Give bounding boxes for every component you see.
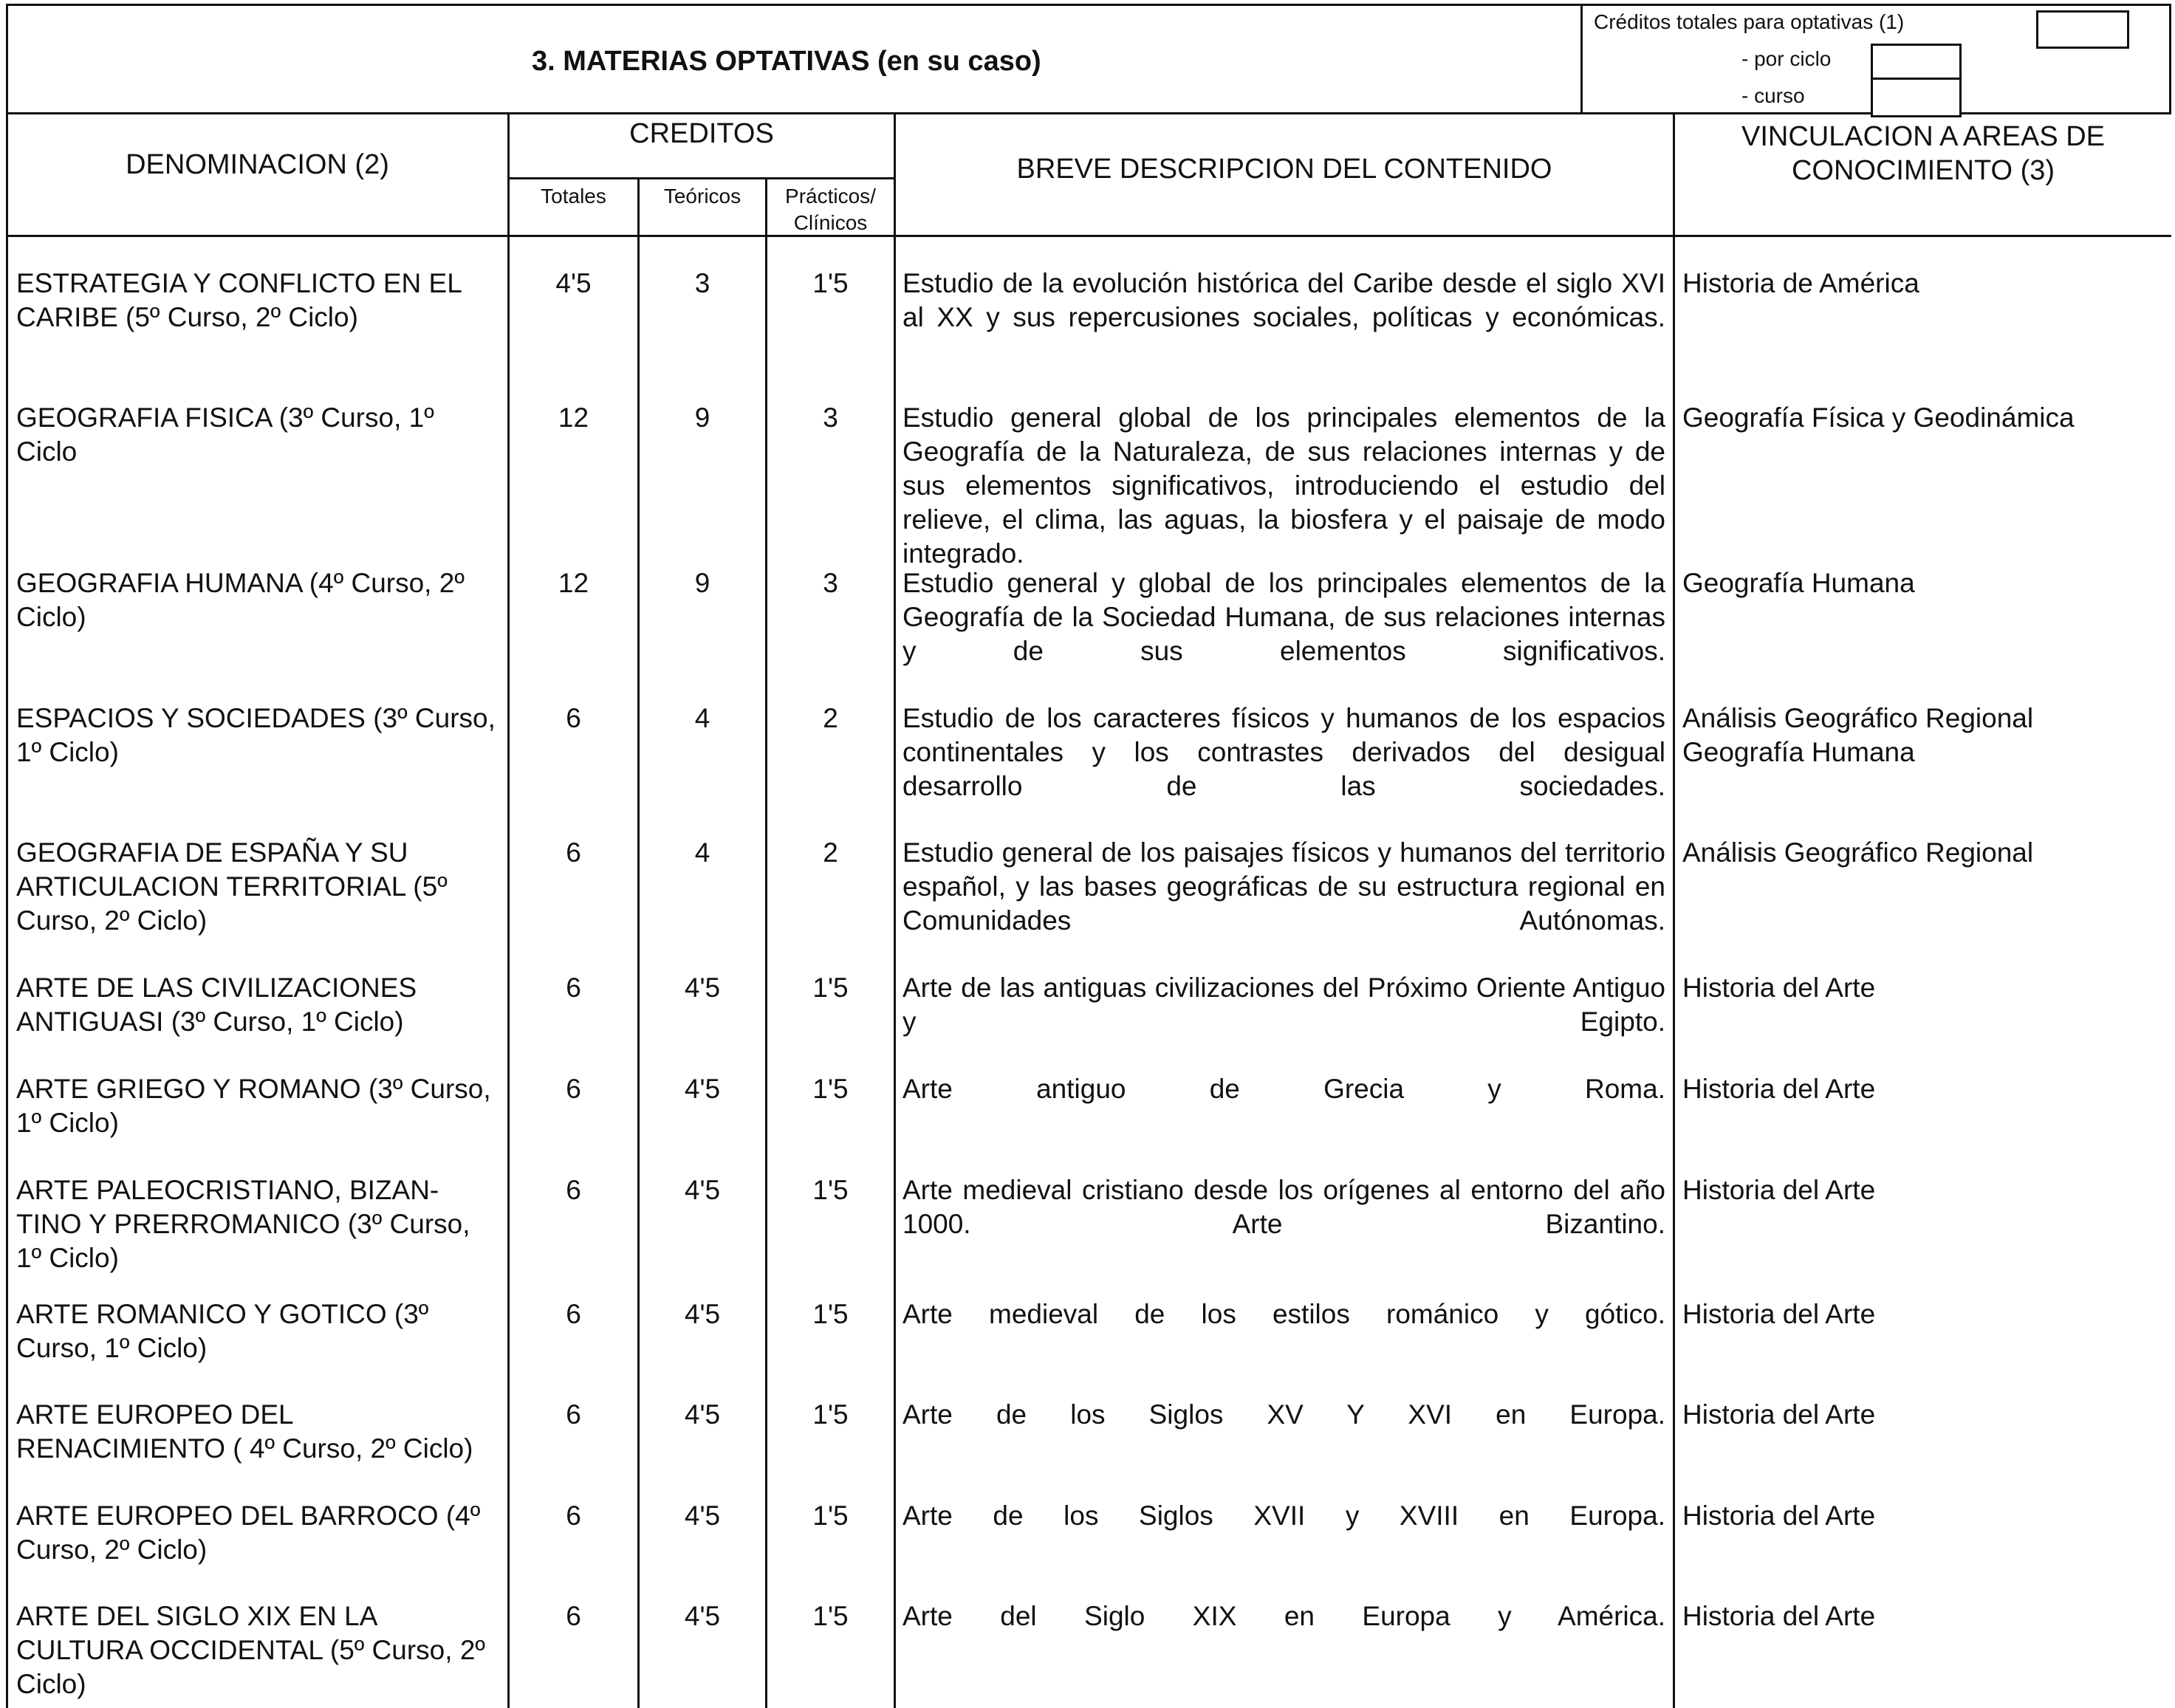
row-creditos-totales: 12 [558, 568, 589, 598]
row-area: Geografía Humana [1682, 568, 1915, 598]
row-denominacion: ESTRATEGIA Y CONFLICTO EN EL CARIBE (5º Curso, 2º Ciclo) [16, 268, 462, 332]
col-divider-4 [894, 112, 896, 1708]
row-creditos-totales: 6 [566, 1299, 581, 1329]
per-cycle-input[interactable] [1871, 44, 1962, 81]
row-descripcion: Estudio general global de los principales elementos de la Geografía de la Naturaleza, de sus relaciones internas y de sus elementos significativos, introduciendo el estudio del relieve, el clima, las aguas, la biosfera y el paisaje de modo integrado. [902, 402, 1665, 569]
row-descripcion: Arte del Siglo XIX en Europa y América. [902, 1601, 1665, 1631]
row-denominacion: ARTE EUROPEO DEL BARROCO (4º Curso, 2º Ciclo) [16, 1500, 481, 1565]
credits-total-label: Créditos totales para optativas (1) [1594, 10, 1905, 33]
col-header-teoricos: Teóricos [663, 185, 741, 208]
row-area: Historia del Arte [1682, 1500, 1876, 1531]
row-denominacion: ARTE DE LAS CIVILIZACIONES ANTIGUASI (3º Curso, 1º Ciclo) [16, 973, 417, 1037]
row-creditos-totales: 6 [566, 703, 581, 733]
row-creditos-totales: 6 [566, 1074, 581, 1104]
row-denominacion: ARTE EUROPEO DEL RENACIMIENTO ( 4º Curso, 2º Ciclo) [16, 1399, 473, 1464]
header-bottom-line [6, 112, 2171, 114]
row-creditos-practicos: 2 [823, 703, 838, 733]
row-area: Historia del Arte [1682, 1399, 1876, 1430]
col-header-vinculacion-line1: VINCULACION A AREAS DE [1741, 121, 2106, 152]
column-header-bottom-line [6, 235, 2171, 237]
row-denominacion: ARTE DEL SIGLO XIX EN LA CULTURA OCCIDENTAL (5º Curso, 2º Ciclo) [16, 1601, 485, 1699]
credits-box-divider [1580, 4, 1583, 114]
row-creditos-practicos: 3 [823, 402, 838, 433]
row-creditos-practicos: 3 [823, 568, 838, 598]
row-descripcion: Arte medieval cristiano desde los orígenes al entorno del año 1000. Arte Bizantino. [902, 1175, 1665, 1239]
row-creditos-teoricos: 4 [694, 837, 710, 868]
per-cycle-label: - por ciclo [1741, 47, 1832, 70]
row-creditos-teoricos: 9 [694, 402, 710, 433]
col-header-denominacion: DENOMINACION (2) [126, 149, 389, 180]
col-header-creditos: CREDITOS [629, 118, 774, 149]
row-creditos-totales: 6 [566, 1500, 581, 1531]
row-creditos-practicos: 1'5 [812, 1175, 849, 1205]
row-creditos-totales: 6 [566, 1399, 581, 1430]
row-creditos-totales: 6 [566, 973, 581, 1003]
row-descripcion: Arte antiguo de Grecia y Roma. [902, 1074, 1665, 1104]
row-creditos-practicos: 1'5 [812, 1299, 849, 1329]
row-descripcion: Estudio de los caracteres físicos y humanos de los espacios continentales y los contrastes derivados del desigual desarrollo de las sociedades. [902, 703, 1665, 801]
row-area: Historia del Arte [1682, 1175, 1876, 1205]
row-area: Geografía Física y Geodinámica [1682, 402, 2075, 433]
row-descripcion: Arte de las antiguas civilizaciones del Próximo Oriente Antiguo y Egipto. [902, 973, 1665, 1037]
row-area-secondary: Geografía Humana [1682, 737, 1915, 767]
row-area: Historia del Arte [1682, 1074, 1876, 1104]
row-creditos-totales: 12 [558, 402, 589, 433]
per-course-input[interactable] [1871, 78, 1962, 117]
col-header-totales: Totales [541, 185, 606, 208]
col-divider-5 [1673, 112, 1675, 1708]
row-creditos-teoricos: 3 [694, 268, 710, 298]
row-creditos-totales: 6 [566, 1601, 581, 1631]
row-area: Historia del Arte [1682, 1601, 1876, 1631]
right-border [2169, 4, 2171, 114]
row-creditos-teoricos: 4'5 [684, 1500, 721, 1531]
row-creditos-teoricos: 4'5 [684, 1299, 721, 1329]
left-border [6, 4, 8, 1708]
row-area: Historia del Arte [1682, 1299, 1876, 1329]
row-descripcion: Estudio general y global de los principales elementos de la Geografía de la Sociedad Humana, de sus relaciones internas y de sus elementos significativos. [902, 568, 1665, 666]
row-creditos-teoricos: 4'5 [684, 973, 721, 1003]
row-denominacion: GEOGRAFIA HUMANA (4º Curso, 2º Ciclo) [16, 568, 465, 632]
row-creditos-totales: 6 [566, 837, 581, 868]
row-creditos-practicos: 1'5 [812, 1074, 849, 1104]
row-creditos-totales: 6 [566, 1175, 581, 1205]
col-header-descripcion: BREVE DESCRIPCION DEL CONTENIDO [1016, 154, 1552, 185]
per-course-label: - curso [1741, 84, 1805, 107]
section-title: 3. MATERIAS OPTATIVAS (en su caso) [532, 46, 1041, 77]
row-area: Análisis Geográfico Regional [1682, 703, 2034, 733]
row-area: Historia del Arte [1682, 973, 1876, 1003]
row-denominacion: ARTE GRIEGO Y ROMANO (3º Curso, 1º Ciclo) [16, 1074, 491, 1138]
col-header-clinicos: Clínicos [793, 211, 868, 234]
row-denominacion: GEOGRAFIA DE ESPAÑA Y SU ARTICULACION TERRITORIAL (5º Curso, 2º Ciclo) [16, 837, 448, 936]
credits-total-input[interactable] [2036, 10, 2129, 49]
row-creditos-teoricos: 9 [694, 568, 710, 598]
col-header-vinculacion-line2: CONOCIMIENTO (3) [1791, 155, 2055, 186]
row-creditos-practicos: 1'5 [812, 1500, 849, 1531]
row-descripcion: Arte de los Siglos XVII y XVIII en Europa. [902, 1500, 1665, 1531]
row-creditos-practicos: 1'5 [812, 1399, 849, 1430]
row-creditos-totales: 4'5 [555, 268, 592, 298]
row-denominacion: ARTE ROMANICO Y GOTICO (3º Curso, 1º Ciclo) [16, 1299, 429, 1363]
col-header-practicos: Prácticos/ [785, 185, 876, 208]
top-border [6, 4, 2171, 6]
row-creditos-teoricos: 4'5 [684, 1399, 721, 1430]
row-creditos-teoricos: 4 [694, 703, 710, 733]
row-creditos-practicos: 1'5 [812, 268, 849, 298]
row-denominacion: ESPACIOS Y SOCIEDADES (3º Curso, 1º Ciclo) [16, 703, 496, 767]
row-creditos-practicos: 2 [823, 837, 838, 868]
row-denominacion: ARTE PALEOCRISTIANO, BIZAN-TINO Y PRERROMANICO (3º Curso, 1º Ciclo) [16, 1175, 470, 1273]
row-creditos-practicos: 1'5 [812, 1601, 849, 1631]
creditos-subheader-line [507, 177, 896, 179]
row-descripcion: Estudio de la evolución histórica del Caribe desde el siglo XVI al XX y sus repercusiones sociales, políticas y económicas. [902, 268, 1665, 332]
row-area: Historia de América [1682, 268, 1919, 298]
row-creditos-teoricos: 4'5 [684, 1175, 721, 1205]
row-denominacion: GEOGRAFIA FISICA (3º Curso, 1º Ciclo [16, 402, 434, 467]
row-creditos-teoricos: 4'5 [684, 1074, 721, 1104]
row-descripcion: Arte de los Siglos XV Y XVI en Europa. [902, 1399, 1665, 1430]
row-area: Análisis Geográfico Regional [1682, 837, 2034, 868]
row-creditos-practicos: 1'5 [812, 973, 849, 1003]
row-creditos-teoricos: 4'5 [684, 1601, 721, 1631]
row-descripcion: Arte medieval de los estilos románico y gótico. [902, 1299, 1665, 1329]
col-divider-1 [507, 112, 510, 1708]
row-descripcion: Estudio general de los paisajes físicos y humanos del territorio español, y las bases geográficas de su estructura regional en Comunidades Autónomas. [902, 837, 1665, 936]
